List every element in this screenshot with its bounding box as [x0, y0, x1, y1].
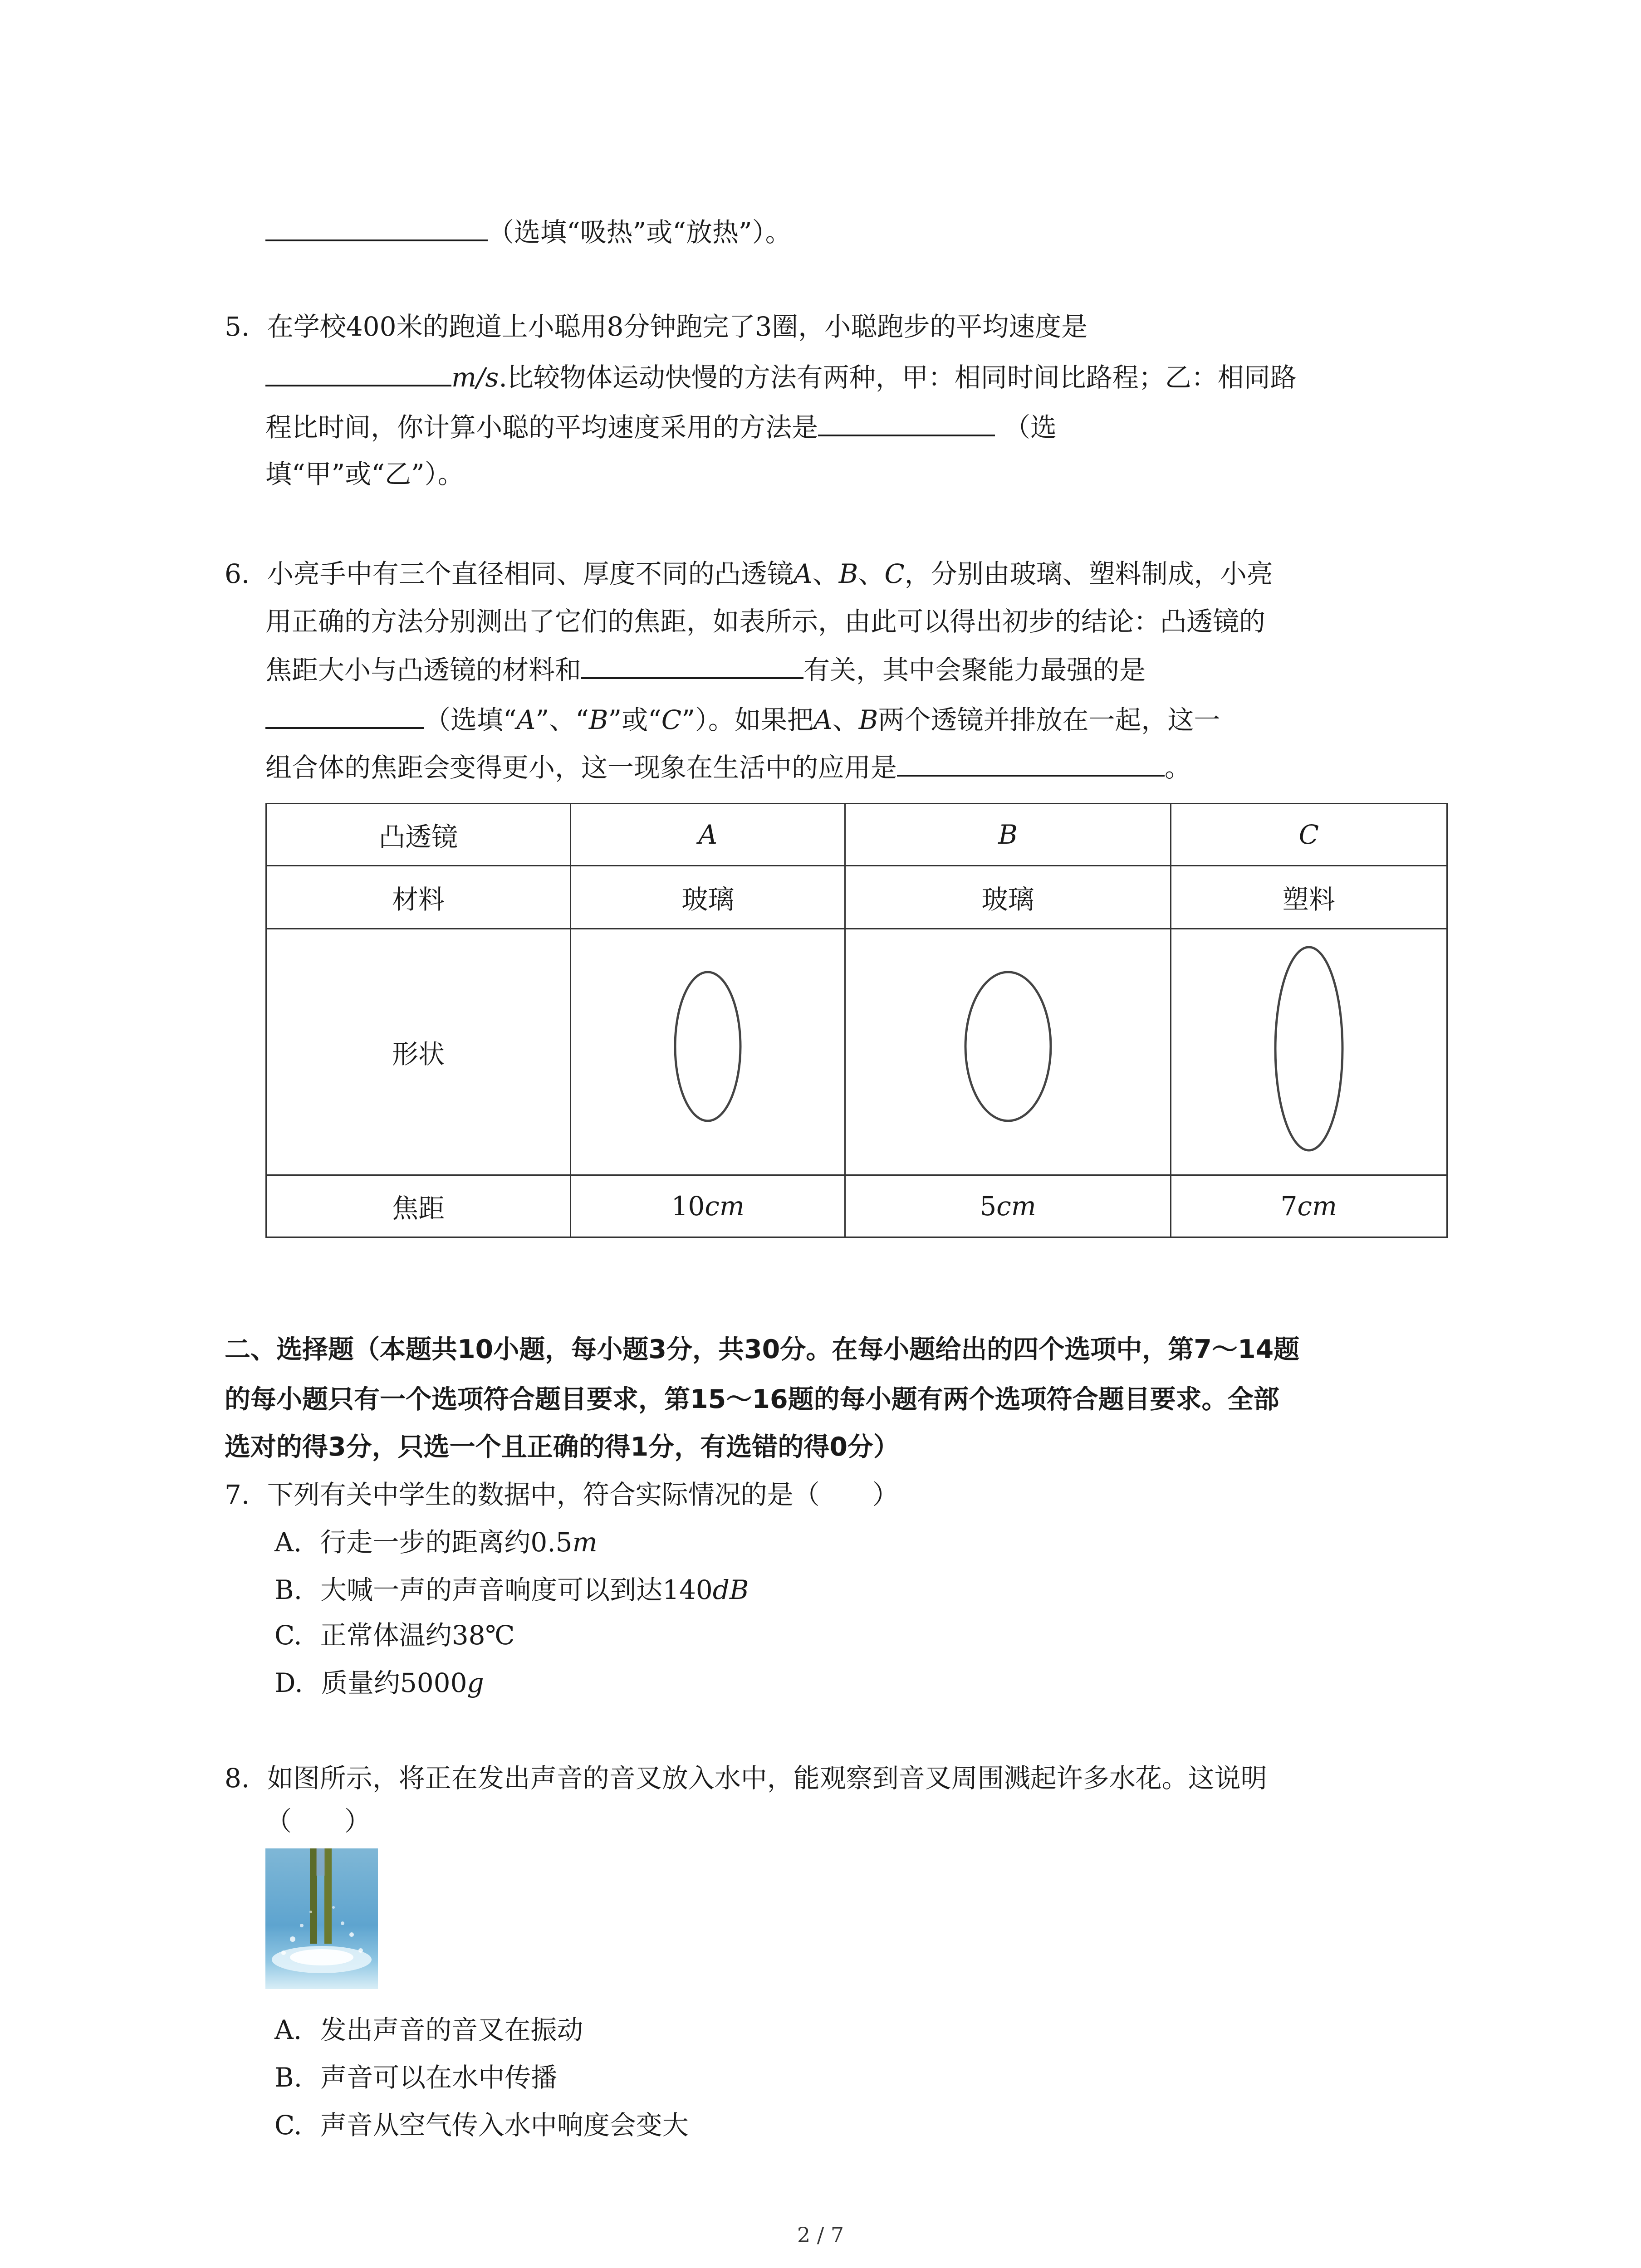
question-text: 在学校400米的跑道上小聪用8分钟跑完了3圈，小聪跑步的平均速度是 — [267, 311, 1088, 342]
table-cell — [571, 929, 845, 1175]
table-cell: 5cm — [845, 1175, 1171, 1237]
question-number: 5. — [225, 311, 250, 342]
exam-page: （选填“吸热”或“放热”）。 5. 在学校400米的跑道上小聪用8分钟跑完了3圈，小聪跑步的平均速度是 m/s.比较物体运动快慢的方法有两种，甲：相同时间比路程；乙：相同路 程比时间，你计算小聪的平均速度采用的方法是 （选 填“甲”或“乙”）。 6. 小亮手中有三个直径相同、厚度不同的凸透镜A、B、C，分别由玻璃、塑料制成，小亮 用正确的方法分别测出了它们的焦距，如表所示，由此可以得出初步的结论：凸透镜的 焦距大小与凸透镜的材料和 有关，其中会聚能力最强的是 （选填“A”、“B”或“C”）。如果把A、B两个透镜并排放在一起，这一 组合体的焦距会变得更小，这一现象在生活中的应用是 。 凸透镜 A B C 材料 玻璃 玻璃 塑料 形状 焦距 10cm 5cm 7cm 二、选择题（本题共10小题，每小题3分，共30分。在每小题给出的四个选项中，第7～14题 的每小题只有一个选项符合题目要求，第15～16题的每小题有两个选项符合题目要求。全部 选对的得3分，只选一个且正确的得1分，有选错的得0分） 7. 下列有关中学生的数据中，符合实际情况的是（ ） A. 行走一步的距离约0.5m B. 大喊一声的声音响度可以到达140dB C. 正常体温约38℃ D. 质量约5000g 8. 如图所示，将正在发出声音的音叉放入水中，能观察到音叉周围溅起许多水花。这说明 （ ） A. 发出声音的音叉在振动 B. 声音可以在水中传播 C. 声音从空气传入水中响度会变大 2 / 7 — [0, 0, 1641, 2268]
option-d[interactable]: D. 质量约5000g — [274, 1667, 484, 1698]
table-row — [266, 866, 1447, 929]
option-a[interactable]: A. 发出声音的音叉在振动 — [274, 2014, 583, 2045]
question-number: 8. — [225, 1763, 250, 1794]
lens-c-shape — [1264, 940, 1354, 1158]
answer-blank[interactable] — [265, 701, 424, 729]
table-cell: 焦距 — [266, 1175, 571, 1237]
tuning-fork-icon — [265, 1848, 378, 1989]
lens-b-shape — [954, 967, 1063, 1130]
answer-paren: （ ） — [265, 1806, 371, 1837]
question-number: 7. — [225, 1479, 250, 1510]
table-cell — [1171, 929, 1447, 1175]
unit: m/s — [451, 362, 499, 393]
question-number: 6. — [225, 558, 250, 589]
table-row — [266, 804, 1447, 866]
table-cell: 玻璃 — [571, 866, 845, 929]
answer-blank[interactable] — [265, 358, 451, 386]
question-text: 填“甲”或“乙”）。 — [265, 459, 464, 489]
answer-blank[interactable] — [897, 748, 1165, 777]
lens-table — [265, 803, 1448, 1238]
table-cell: 7cm — [1171, 1175, 1447, 1237]
lens-a-shape — [662, 967, 753, 1130]
table-cell: 形状 — [266, 929, 571, 1175]
question-text: 下列有关中学生的数据中，符合实际情况的是（ ） — [267, 1479, 899, 1510]
answer-blank[interactable] — [818, 408, 995, 436]
question-text: 程比时间，你计算小聪的平均速度采用的方法是 — [265, 412, 818, 443]
option-c[interactable]: C. 正常体温约38℃ — [274, 1620, 515, 1651]
table-header-cell: B — [845, 804, 1171, 866]
question-text: .比较物体运动快慢的方法有两种，甲：相同时间比路程；乙：相同路 — [499, 362, 1297, 393]
answer-blank[interactable] — [581, 651, 803, 679]
table-row — [266, 1175, 1447, 1237]
table-header-cell: C — [1171, 804, 1447, 866]
page-number: 2 / 7 — [797, 2223, 844, 2247]
tuning-fork-in-water-image — [265, 1848, 378, 1989]
table-cell: 材料 — [266, 866, 571, 929]
table-cell: 10cm — [571, 1175, 845, 1237]
table-cell — [845, 929, 1171, 1175]
continuation-line: （选填“吸热”或“放热”）。 — [265, 213, 792, 250]
table-cell: 玻璃 — [845, 866, 1171, 929]
option-c[interactable]: C. 声音从空气传入水中响度会变大 — [274, 2110, 689, 2141]
table-cell: 塑料 — [1171, 866, 1447, 929]
table-row — [266, 929, 1447, 1175]
option-b[interactable]: B. 声音可以在水中传播 — [274, 2062, 558, 2093]
table-header-cell: 凸透镜 — [266, 804, 571, 866]
question-text: 如图所示，将正在发出声音的音叉放入水中，能观察到音叉周围溅起许多水花。这说明 — [267, 1763, 1267, 1794]
option-a[interactable]: A. 行走一步的距离约0.5m — [274, 1527, 598, 1558]
table-header-cell: A — [571, 804, 845, 866]
answer-blank[interactable] — [265, 213, 488, 241]
option-b[interactable]: B. 大喊一声的声音响度可以到达140dB — [274, 1574, 749, 1605]
